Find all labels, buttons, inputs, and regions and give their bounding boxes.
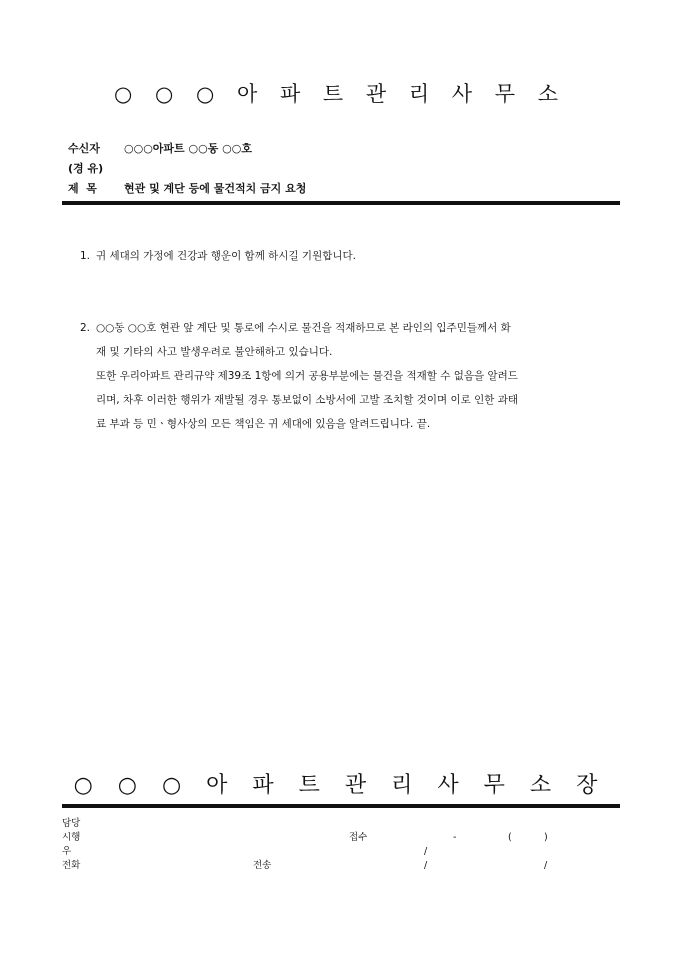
paragraph-line: 료 부과 등 민ㆍ형사상의 모든 책임은 귀 세대에 있음을 알려드립니다. 끝. — [96, 418, 431, 430]
execution-label: 시행 — [62, 832, 81, 843]
recipient-row — [68, 138, 620, 158]
subject-label: 제 목 — [68, 182, 97, 195]
staff-label: 담당 — [62, 818, 81, 829]
postal-label: 우 — [62, 846, 72, 857]
paragraph-number: 1. — [80, 250, 91, 262]
paragraph-number: 2. — [80, 322, 91, 334]
paragraph-line: 귀 세대의 가정에 건강과 행운이 함께 하시길 기원합니다. — [96, 250, 356, 262]
phone-label: 전화 — [62, 860, 81, 871]
fax-label: 전송 — [253, 860, 272, 871]
footer-phone-row — [62, 859, 620, 873]
paragraph-line: 재 및 기타의 사고 발생우려로 불안해하고 있습니다. — [96, 346, 333, 358]
document-title: ○ ○ ○ 아 파 트 관 리 사 무 소 — [113, 82, 566, 106]
document-body — [80, 244, 610, 436]
footer-postal-row — [62, 845, 620, 859]
via-row — [68, 158, 620, 178]
header-divider — [62, 201, 620, 205]
subject-row — [68, 178, 620, 198]
paragraph-1 — [80, 244, 610, 268]
phone-slash: / — [424, 860, 428, 871]
footer-execution-row — [62, 831, 620, 845]
document-header — [68, 138, 620, 198]
paragraph-2 — [80, 316, 610, 436]
footer-staff-row — [62, 817, 620, 831]
recipient-value: ○○○아파트 ○○동 ○○호 — [124, 142, 252, 155]
recipient-label: 수신자 — [68, 142, 100, 155]
paragraph-line: ○○동 ○○호 현관 앞 계단 및 통로에 수시로 물건을 적재하므로 본 라인의 입주민들께서 화 — [96, 322, 511, 334]
paragraph-line: 또한 우리아파트 관리규약 제39조 1항에 의거 공용부분에는 물건을 적재할 수 없음을 알려드 — [96, 370, 518, 382]
signature-title: ○ ○ ○ 아 파 트 관 리 사 무 소 장 — [73, 773, 607, 798]
receipt-label: 접수 — [349, 832, 368, 843]
receipt-paren-open: ( — [508, 832, 512, 843]
receipt-dash: - — [453, 832, 457, 843]
document-footer — [62, 817, 620, 873]
paragraph-line: 리며, 차후 이러한 행위가 재발될 경우 통보없이 소방서에 고발 조치할 것이며 이로 인한 과태 — [96, 394, 519, 406]
fax-slash: / — [544, 860, 548, 871]
receipt-paren-close: ) — [544, 832, 548, 843]
postal-slash: / — [424, 846, 428, 857]
subject-value: 현관 및 계단 등에 물건적치 금지 요청 — [124, 182, 307, 195]
footer-divider — [62, 804, 620, 808]
via-label: (경 유) — [68, 162, 104, 175]
